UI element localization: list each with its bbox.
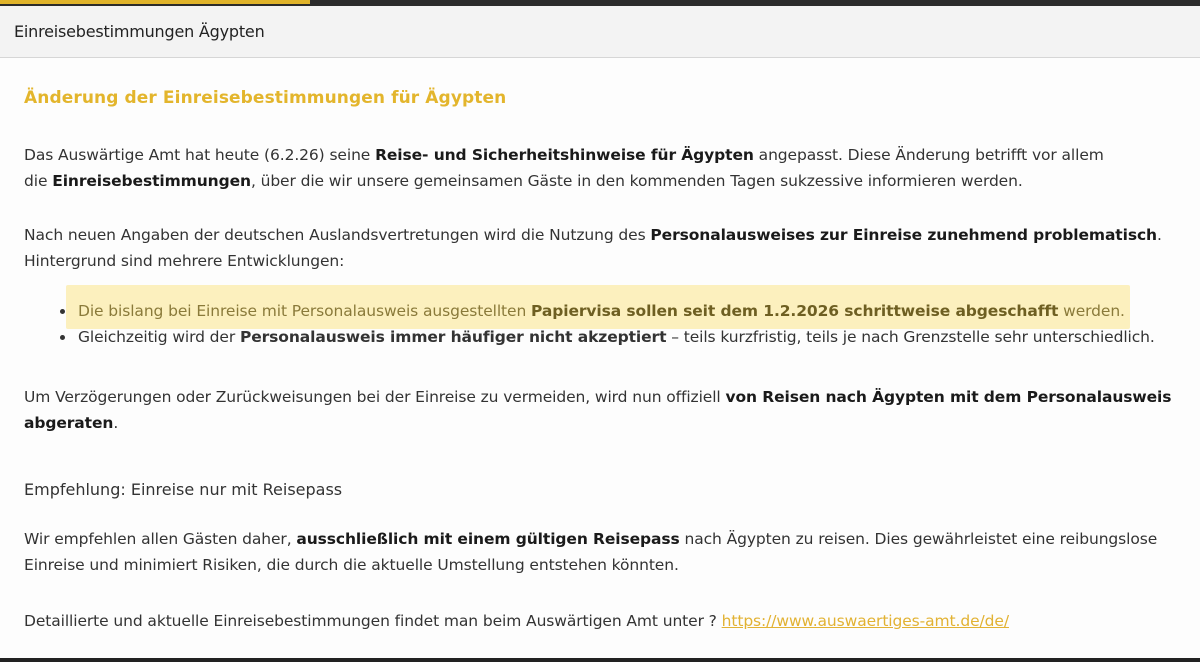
header-bar [0, 6, 1200, 58]
active-tab-indicator [0, 0, 310, 4]
bold-segment: Personalausweis immer häufiger nicht akzeptiert [239, 328, 667, 346]
bold-segment: Einreisebestimmungen [52, 172, 251, 190]
text-segment: Die bislang bei Einreise mit Personalausweis ausgestellten [78, 302, 532, 320]
paragraph-advisory [24, 384, 1184, 436]
bold-segment: Papiervisa sollen seit dem 1.2.2026 schrittweise abgeschafft [531, 302, 1059, 320]
text-segment: – teils kurzfristig, teils je nach Grenzstelle sehr unterschiedlich. [666, 328, 1155, 346]
paragraph-announcement [24, 142, 1184, 194]
text-segment: nach Ägypten zu reisen. Dies gewährleistet eine reibungslose [679, 530, 1158, 548]
text-segment: Um Verzögerungen oder Zurückweisungen bei der Einreise zu vermeiden, wird nun offiziell [24, 388, 726, 406]
paragraph-background [24, 222, 1184, 274]
text-segment: angepasst. Diese Änderung betrifft vor allem [753, 146, 1104, 164]
text-segment: Gleichzeitig wird der [78, 328, 240, 346]
bottom-edge [0, 658, 1200, 662]
text-segment: , über die wir unsere gemeinsamen Gäste in den kommenden Tagen sukzessive informieren werden. [250, 172, 1023, 190]
bold-segment: Personalausweises zur Einreise zunehmend problematisch [650, 226, 1157, 244]
text-segment: Nach neuen Angaben der deutschen Auslandsvertretungen wird die Nutzung des [24, 226, 651, 244]
list-item [58, 324, 1188, 350]
bold-segment: abgeraten [24, 414, 114, 432]
auswaertiges-amt-link[interactable]: https://www.auswaertiges-amt.de/de/ [721, 612, 1009, 630]
bullet-icon [60, 335, 65, 340]
text-segment: Einreise und minimiert Risiken, die durch die aktuelle Umstellung entstehen könnten. [24, 556, 679, 574]
text-segment: werden. [1058, 302, 1125, 320]
text-segment: Wir empfehlen allen Gästen daher, [24, 530, 297, 548]
text-segment: . [113, 414, 119, 432]
text-segment: . [1156, 226, 1162, 244]
text-segment: Das Auswärtige Amt hat heute (6.2.26) seine [24, 146, 376, 164]
text-segment: Detaillierte und aktuelle Einreisebestimmungen findet man beim Auswärtigen Amt unter ? [24, 612, 722, 630]
recommendation-heading: Empfehlung: Einreise nur mit Reisepass [24, 480, 343, 499]
paragraph-details [24, 608, 1184, 634]
list-item [58, 298, 1188, 324]
bold-segment: von Reisen nach Ägypten mit dem Personalausweis [725, 388, 1172, 406]
text-segment: Hintergrund sind mehrere Entwicklungen: [24, 252, 345, 270]
bullet-list [58, 298, 1188, 350]
article-heading: Änderung der Einreisebestimmungen für Ägypten [24, 88, 507, 108]
bold-segment: Reise- und Sicherheitshinweise für Ägypten [375, 146, 754, 164]
bold-segment: ausschließlich mit einem gültigen Reisepass [296, 530, 680, 548]
text-segment: die [24, 172, 53, 190]
page-title: Einreisebestimmungen Ägypten [14, 22, 265, 41]
bullet-icon [60, 309, 65, 314]
message-body [0, 58, 1200, 658]
paragraph-recommendation [24, 526, 1184, 578]
